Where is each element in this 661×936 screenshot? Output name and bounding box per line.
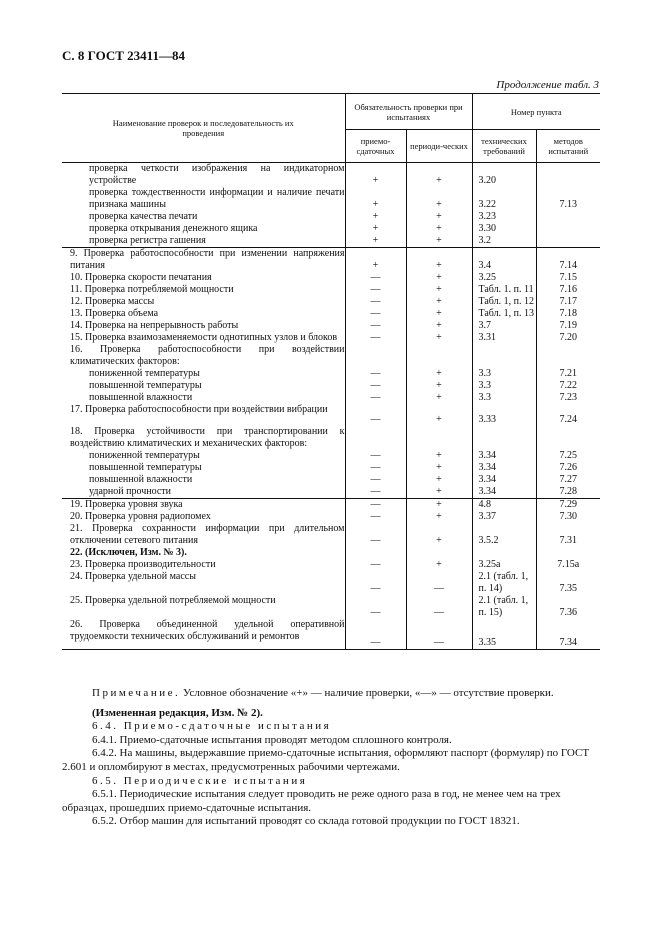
row-periodic: + (406, 523, 472, 547)
row-acceptance: — (345, 380, 406, 392)
row-periodic: + (406, 272, 472, 284)
row-periodic: + (406, 308, 472, 320)
para-6-5-1: 6.5.1. Периодические испытания следует проводить не реже одного раза в год, не менее чем на трех образцах, прошедших приемо-сдаточные испытания. (62, 788, 561, 814)
row-name: повышенной температуры (89, 380, 202, 391)
row-acceptance (345, 547, 406, 559)
row-req: 3.34 (472, 462, 536, 474)
table-row (62, 426, 600, 450)
row-req: 4.8 (472, 499, 536, 512)
row-acceptance: — (345, 320, 406, 332)
col-acceptance-header: приемо-сдаточных (345, 130, 406, 163)
edition-note: (Измененная редакция, Изм. № 2). (92, 706, 263, 719)
row-method: 7.34 (536, 619, 600, 649)
col-periodic-header: периоди-ческих (406, 130, 472, 163)
row-periodic: + (406, 332, 472, 344)
row-acceptance: — (345, 272, 406, 284)
row-periodic: + (406, 223, 472, 235)
row-method (536, 547, 600, 559)
row-req: 3.37 (472, 511, 536, 523)
row-acceptance: — (345, 332, 406, 344)
row-name: 11. Проверка потребляемой мощности (70, 284, 234, 295)
row-name: повышенной температуры (89, 462, 202, 473)
row-name: 15. Проверка взаимозаменяемости однотипных узлов и блоков (70, 332, 338, 343)
row-method: 7.30 (536, 511, 600, 523)
row-name: 10. Проверка скорости печатания (70, 272, 212, 283)
row-req: 3.34 (472, 486, 536, 499)
row-name: проверка четкости изображения на индикаторном устройстве (89, 163, 345, 186)
table-row (62, 595, 600, 619)
table-continuation-label: Продолжение табл. 3 (496, 79, 599, 91)
row-method: 7.27 (536, 474, 600, 486)
row-acceptance: + (345, 248, 406, 273)
row-acceptance: — (345, 499, 406, 512)
row-req: Табл. 1, п. 12 (472, 296, 536, 308)
table-row (62, 308, 600, 320)
row-acceptance: — (345, 523, 406, 547)
table-row (62, 272, 600, 284)
row-acceptance: — (345, 474, 406, 486)
row-method: 7.20 (536, 332, 600, 344)
row-periodic: + (406, 559, 472, 571)
col-req-header: технических требований (472, 130, 536, 163)
row-method: 7.21 (536, 368, 600, 380)
row-method (536, 235, 600, 248)
table-row (62, 163, 600, 188)
row-acceptance: — (345, 486, 406, 499)
row-name: 23. Проверка производительности (70, 559, 216, 570)
table-row (62, 619, 600, 649)
row-method: 7.18 (536, 308, 600, 320)
row-periodic: + (406, 499, 472, 512)
row-name: 26. Проверка объединенной удельной оперативной трудоемкости технических обслуживаний и ремонтов (62, 619, 345, 649)
table-row (62, 380, 600, 392)
row-acceptance: — (345, 284, 406, 296)
row-name: 25. Проверка удельной потребляемой мощности (70, 595, 276, 606)
row-acceptance: + (345, 163, 406, 188)
row-name: проверка регистра гашения (89, 235, 206, 246)
row-name: 22. (Исключен, Изм. № 3). (70, 547, 187, 558)
table-row (62, 450, 600, 462)
row-method: 7.25 (536, 450, 600, 462)
row-req: 2.1 (табл. 1, п. 14) (472, 571, 536, 595)
row-name: ударной прочности (89, 486, 171, 497)
row-method: 7.16 (536, 284, 600, 296)
row-name: проверка тождественности информации и наличие печати признака машины (89, 187, 345, 210)
row-acceptance: + (345, 223, 406, 235)
row-method: 7.31 (536, 523, 600, 547)
col-mandatory-header: Обязательность проверки при испытаниях (345, 94, 472, 130)
row-periodic: + (406, 474, 472, 486)
row-acceptance: + (345, 235, 406, 248)
table-row (62, 296, 600, 308)
row-req: 3.33 (472, 404, 536, 426)
row-periodic: + (406, 284, 472, 296)
row-method (536, 426, 600, 450)
table-row (62, 571, 600, 595)
row-method: 7.35 (536, 571, 600, 595)
row-req (472, 547, 536, 559)
row-method: 7.22 (536, 380, 600, 392)
row-name: 21. Проверка сохранности информации при длительном отключении сетевого питания (70, 523, 345, 546)
table-row (62, 404, 600, 426)
row-name: 12. Проверка массы (70, 296, 155, 307)
row-periodic: — (406, 595, 472, 619)
row-name: 20. Проверка уровня радиопомех (70, 511, 211, 522)
table-row (62, 223, 600, 235)
row-acceptance: — (345, 595, 406, 619)
row-name: 19. Проверка уровня звука (62, 499, 345, 512)
row-req: 3.34 (472, 450, 536, 462)
table-row (62, 344, 600, 368)
row-method: 7.24 (536, 404, 600, 426)
page-header: С. 8 ГОСТ 23411—84 (62, 48, 185, 63)
table-row (62, 392, 600, 404)
row-req: 3.35 (472, 619, 536, 649)
table-row (62, 547, 600, 559)
row-acceptance: — (345, 462, 406, 474)
para-6-4-2: 6.4.2. На машины, выдержавшие приемо-сдаточные испытания, оформляют паспорт (формуляр) по ГОСТ 2.601 и опломбируют в местах, предусмотренных рабочими чертежами. (62, 747, 590, 773)
note-text: Условное обозначение «+» — наличие проверки, «—» — отсутствие проверки. (182, 687, 554, 699)
row-method: 7.19 (536, 320, 600, 332)
row-req (472, 344, 536, 368)
row-req: 3.7 (472, 320, 536, 332)
row-periodic: + (406, 163, 472, 188)
row-periodic: + (406, 450, 472, 462)
row-periodic (406, 547, 472, 559)
row-periodic: + (406, 211, 472, 223)
section-6-4: 6.4. Приемо-сдаточные испытания (92, 720, 332, 733)
row-periodic: + (406, 486, 472, 499)
row-periodic: — (406, 619, 472, 649)
tests-table (62, 93, 600, 650)
row-acceptance: — (345, 619, 406, 649)
row-method: 7.23 (536, 392, 600, 404)
row-req: 3.25 (472, 272, 536, 284)
row-acceptance: — (345, 559, 406, 571)
row-name: 24. Проверка удельной массы (70, 571, 196, 582)
col-methods-header: методов испытаний (536, 130, 600, 163)
table-row (62, 332, 600, 344)
row-method: 7.36 (536, 595, 600, 619)
row-name: 17. Проверка работоспособности при воздействии вибрации (70, 404, 328, 415)
para-6-5-2: 6.5.2. Отбор машин для испытаний проводят со склада готовой продукции по ГОСТ 18321. (92, 815, 520, 828)
row-periodic: + (406, 235, 472, 248)
table-row (62, 511, 600, 523)
row-acceptance: — (345, 308, 406, 320)
row-periodic: + (406, 511, 472, 523)
row-periodic: + (406, 404, 472, 426)
row-req: 3.20 (472, 163, 536, 188)
row-req: Табл. 1, п. 13 (472, 308, 536, 320)
row-method: 7.13 (536, 187, 600, 211)
row-method: 7.14 (536, 248, 600, 273)
table-row (62, 187, 600, 211)
row-periodic (406, 344, 472, 368)
row-req: 3.2 (472, 235, 536, 248)
para-6-4-1: 6.4.1. Приемо-сдаточные испытания проводят методом сплошного контроля. (92, 733, 452, 746)
col-item-header: Номер пункта (472, 94, 600, 130)
row-req: 3.5.2 (472, 523, 536, 547)
row-req: 3.23 (472, 211, 536, 223)
table-row (62, 559, 600, 571)
row-acceptance: — (345, 404, 406, 426)
row-method: 7.17 (536, 296, 600, 308)
row-periodic: + (406, 462, 472, 474)
row-req (472, 426, 536, 450)
row-req: 3.34 (472, 474, 536, 486)
row-req: 2.1 (табл. 1, п. 15) (472, 595, 536, 619)
row-req: 3.25а (472, 559, 536, 571)
col-name-header: Наименование проверок и последовательность их проведения (62, 94, 345, 163)
row-req: Табл. 1. п. 11 (472, 284, 536, 296)
row-periodic: + (406, 248, 472, 273)
row-method: 7.29 (536, 499, 600, 512)
row-name: повышенной влажности (89, 392, 193, 403)
row-acceptance (345, 426, 406, 450)
row-name: пониженной температуры (89, 368, 200, 379)
row-req: 3.4 (472, 248, 536, 273)
table-row (62, 284, 600, 296)
row-acceptance: — (345, 392, 406, 404)
table-row (62, 462, 600, 474)
row-acceptance: + (345, 187, 406, 211)
row-name: повышенной влажности (89, 474, 193, 485)
row-name: 14. Проверка на непрерывность работы (70, 320, 239, 331)
row-method (536, 211, 600, 223)
section-6-5: 6.5. Периодические испытания (92, 774, 308, 787)
row-method: 7.15 (536, 272, 600, 284)
row-req: 3.22 (472, 187, 536, 211)
row-name: проверка качества печати (89, 211, 198, 222)
row-periodic: + (406, 320, 472, 332)
row-method: 7.26 (536, 462, 600, 474)
row-method: 7.28 (536, 486, 600, 499)
row-req: 3.30 (472, 223, 536, 235)
row-periodic: + (406, 296, 472, 308)
row-name: 16. Проверка работоспособности при воздействии климатических факторов: (70, 344, 345, 367)
row-acceptance: + (345, 211, 406, 223)
row-acceptance: — (345, 368, 406, 380)
table-row (62, 320, 600, 332)
row-periodic: + (406, 392, 472, 404)
row-method: 7.15а (536, 559, 600, 571)
row-req: 3.31 (472, 332, 536, 344)
table-row (62, 474, 600, 486)
row-acceptance: — (345, 511, 406, 523)
row-acceptance (345, 344, 406, 368)
row-periodic: + (406, 368, 472, 380)
note-label: Примечание. (92, 687, 181, 699)
body-text (62, 687, 600, 829)
row-req: 3.3 (472, 392, 536, 404)
table-row (62, 235, 600, 248)
table-row (62, 486, 600, 499)
table-row (62, 523, 600, 547)
row-acceptance: — (345, 450, 406, 462)
row-acceptance: — (345, 571, 406, 595)
table-row (62, 368, 600, 380)
row-name: 13. Проверка объема (70, 308, 159, 319)
row-periodic: — (406, 571, 472, 595)
table-row (62, 499, 600, 512)
row-req: 3.3 (472, 368, 536, 380)
row-acceptance: — (345, 296, 406, 308)
row-periodic (406, 426, 472, 450)
row-name: проверка открывания денежного ящика (89, 223, 258, 234)
row-name: пониженной температуры (89, 450, 200, 461)
row-method (536, 223, 600, 235)
row-periodic: + (406, 380, 472, 392)
row-name: 9. Проверка работоспособности при изменении напряжения питания (62, 248, 345, 273)
table-row (62, 248, 600, 273)
row-req: 3.3 (472, 380, 536, 392)
row-periodic: + (406, 187, 472, 211)
row-name: 18. Проверка устойчивости при транспортировании к воздействию климатических и механических факторов: (70, 426, 345, 449)
row-method (536, 163, 600, 188)
row-method (536, 344, 600, 368)
table-row (62, 211, 600, 223)
